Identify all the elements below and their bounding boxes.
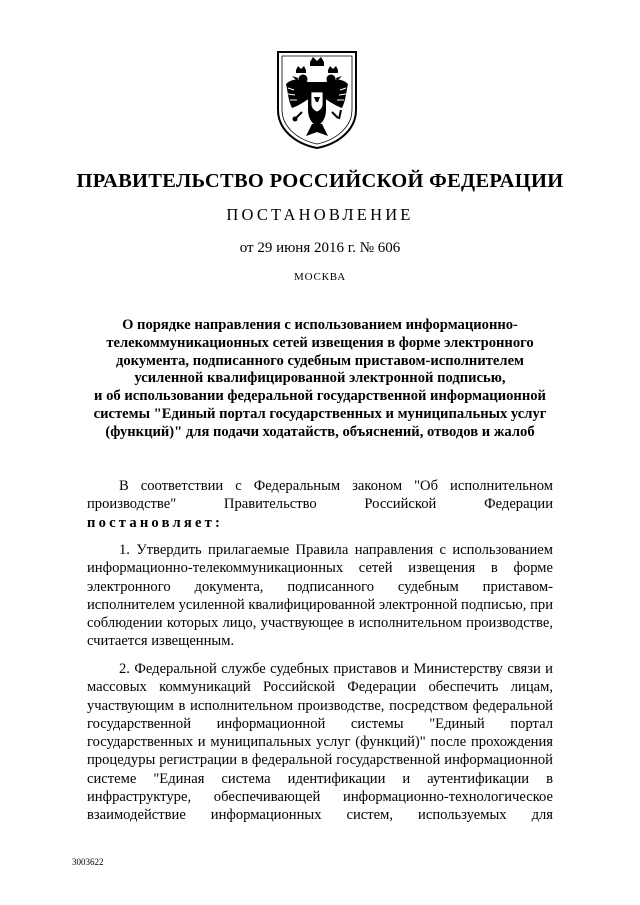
paragraph-line: процедуры регистрации в федеральной государственной информационной bbox=[87, 752, 553, 769]
preamble-line: производстве" Правительство Российской Федерации bbox=[87, 496, 553, 513]
paragraph-line: исполнителем усиленной квалифицированной электронной подписью, при bbox=[87, 596, 554, 613]
government-title: ПРАВИТЕЛЬСТВО РОССИЙСКОЙ ФЕДЕРАЦИИ bbox=[76, 170, 564, 192]
paragraph-line: 1. Утвердить прилагаемые Правила направления с использованием bbox=[119, 542, 553, 558]
paragraph-line: информационно-телекоммуникационных сетей извещения в форме bbox=[87, 560, 553, 577]
document-city: МОСКВА bbox=[294, 271, 346, 283]
heading-line: телекоммуникационных сетей извещения в форме электронного bbox=[106, 334, 534, 351]
document-type: ПОСТАНОВЛЕНИЕ bbox=[226, 205, 414, 224]
paragraph-line: участвующим в исполнительном производстве, посредством федеральной bbox=[87, 697, 553, 714]
paragraph-line: считается извещенным. bbox=[87, 633, 235, 650]
decree-word: постановляет: bbox=[87, 514, 224, 531]
document-heading bbox=[60, 317, 580, 442]
paragraph-line: системе "Единая система идентификации и аутентификации в bbox=[87, 770, 553, 787]
paragraph-line: 2. Федеральной службе судебных приставов и Министерству связи и bbox=[119, 661, 553, 677]
paragraph-line: массовых коммуникаций Российской Федерации обеспечить лицам, bbox=[87, 679, 553, 696]
preamble bbox=[87, 477, 553, 532]
heading-line: (функций)" для подачи ходатайств, объяснений, отводов и жалоб bbox=[105, 423, 535, 440]
heading-line: О порядке направления с использованием информационно- bbox=[122, 317, 518, 333]
document-date-number: от 29 июня 2016 г. № 606 bbox=[239, 240, 401, 256]
heading-line: системы "Единый портал государственных и муниципальных услуг bbox=[93, 405, 547, 422]
preamble-line: В соответствии с Федеральным законом "Об исполнительном bbox=[119, 478, 553, 494]
paragraph-line: взаимодействие информационных систем, используемых для bbox=[87, 807, 553, 824]
heading-line: документа, подписанного судебным приставом-исполнителем bbox=[115, 352, 525, 369]
paragraph-line: инфраструктуре, обеспечивающей информационно-технологическое bbox=[87, 789, 553, 806]
paragraph-line: электронного документа, подписанного судебным приставом- bbox=[87, 578, 553, 595]
paragraph-1 bbox=[87, 541, 553, 651]
russian-coat-of-arms-icon bbox=[272, 48, 362, 150]
heading-line: и об использовании федеральной государственной информационной bbox=[94, 388, 546, 405]
paragraph-line: государственных и муниципальных услуг (функций)" после прохождения bbox=[87, 734, 553, 751]
document-code: 3003622 bbox=[72, 857, 104, 867]
heading-line: усиленной квалифицированной электронной подписью, bbox=[134, 370, 506, 387]
paragraph-line: соблюдении которых лицо, участвующее в исполнительном производстве, bbox=[87, 615, 553, 632]
paragraph-line: государственной информационной системы "Единый портал bbox=[87, 715, 553, 732]
paragraph-2 bbox=[87, 660, 553, 825]
